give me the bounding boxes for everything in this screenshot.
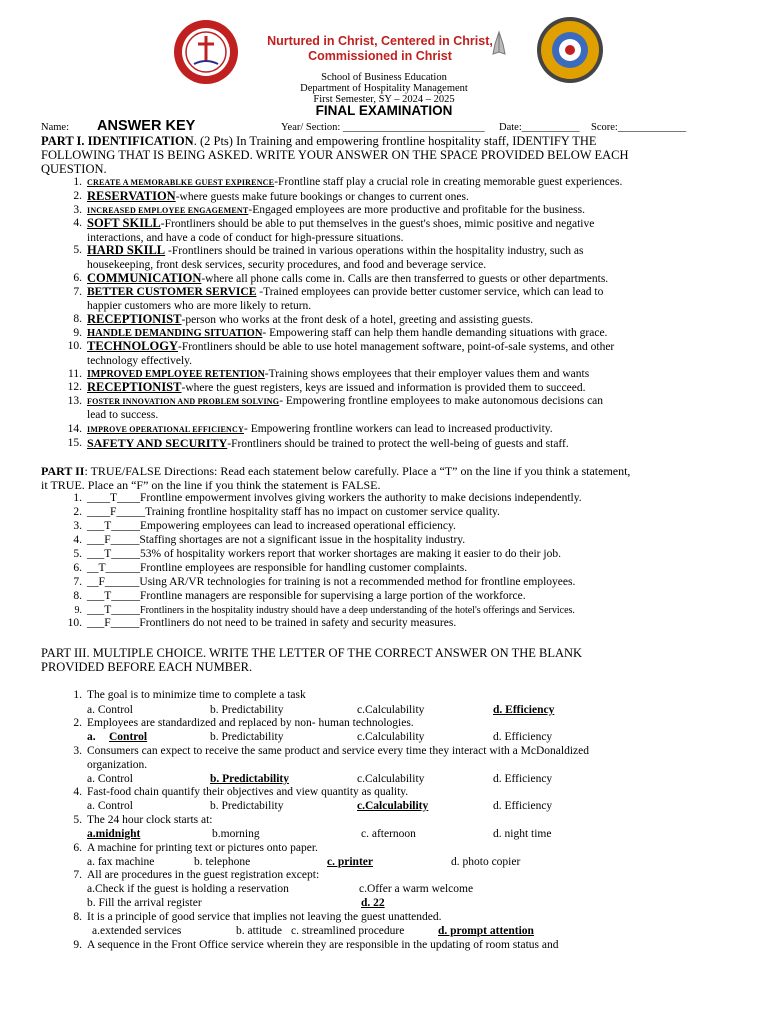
question-text: The goal is to minimize time to complete a task bbox=[87, 689, 306, 701]
item-text: -where guests make future bookings or changes to current ones. bbox=[175, 191, 469, 203]
item-text: Frontliners in the hospitality industry should have a deep understanding of the hotel's offerings and Services. bbox=[140, 605, 575, 616]
option-c: c. streamlined procedure bbox=[291, 925, 405, 937]
item-number: 8. bbox=[73, 911, 82, 923]
praying-hands-icon bbox=[484, 28, 514, 58]
department-name: Department of Hospitality Management bbox=[300, 83, 468, 94]
answer: BETTER CUSTOMER SERVICE bbox=[87, 286, 257, 298]
item-text: -Frontliners should be able to put themselves in the guest's shoes, mimic positive and negative bbox=[160, 218, 595, 230]
item-number: 6. bbox=[73, 272, 82, 284]
tf-answer: ____F_____ bbox=[87, 506, 146, 518]
item-text: -Frontliners should be trained in various operations within the hospitality industry, such as bbox=[165, 245, 584, 257]
item-text-cont: lead to success. bbox=[87, 408, 159, 421]
item-number: 12. bbox=[67, 381, 82, 393]
item-number: 13. bbox=[67, 395, 82, 407]
item-text: Using AR/VR technologies for training is not a recommended method for frontline employees. bbox=[139, 576, 576, 588]
item-number: 3. bbox=[73, 204, 82, 216]
option-c-answer: c. printer bbox=[327, 856, 373, 868]
item-number: 6. bbox=[73, 562, 82, 574]
part1-instr-1: . (2 Pts) In Training and empowering frontline hospitality staff, IDENTIFY THE bbox=[193, 134, 597, 148]
item-text: -person who works at the front desk of a hotel, greeting and assisting guests. bbox=[181, 314, 534, 326]
option-d-answer: d. 22 bbox=[361, 897, 385, 909]
option-d: d. Efficiency bbox=[493, 773, 553, 785]
question-text: A machine for printing text or pictures onto paper. bbox=[87, 842, 318, 854]
answer: INCREASED EMPLOYEE ENGAGEMENT bbox=[87, 206, 249, 215]
answer: HANDLE DEMANDING SITUATION bbox=[87, 328, 263, 339]
option-c: c.Calculability bbox=[357, 704, 425, 716]
tf-answer: __F______ bbox=[87, 576, 140, 588]
option-c: c. afternoon bbox=[361, 828, 416, 840]
question-text: A sequence in the Front Office service wherein they are responsible in the updating of room status and bbox=[87, 939, 559, 951]
item-text: Training frontline hospitality staff has no impact on customer service quality. bbox=[145, 506, 500, 518]
item-text: -Training shows employees that their employer values them and wants bbox=[264, 368, 590, 380]
option-b: b. attitude bbox=[236, 925, 282, 937]
item-number: 7. bbox=[73, 869, 82, 881]
item-text: - Empowering staff can help them handle demanding situations with grace. bbox=[262, 327, 608, 339]
name-value: ANSWER KEY bbox=[97, 118, 196, 134]
item-text: Frontline managers are responsible for supervising a large portion of the workforce. bbox=[140, 590, 526, 602]
item-text: Staffing shortages are not a significant issue in the hospitality industry. bbox=[139, 534, 466, 546]
option-b-answer: b. Predictability bbox=[210, 773, 290, 785]
item-number: 4. bbox=[73, 786, 82, 798]
answer: SAFETY AND SECURITY bbox=[87, 436, 228, 450]
item-number: 9. bbox=[74, 605, 82, 616]
option-a-letter: a. bbox=[87, 731, 96, 743]
item-number: 4. bbox=[73, 534, 82, 546]
item-number: 11. bbox=[68, 368, 82, 380]
item-text-cont: interactions, and have a code of conduct for high-pressure situations. bbox=[87, 231, 404, 244]
part2-heading: PART II bbox=[41, 464, 85, 478]
item-number: 5. bbox=[73, 814, 82, 826]
item-text: -where the guest registers, keys are issued and information is provided them to succeed. bbox=[181, 382, 586, 394]
name-label: Name: bbox=[41, 122, 69, 133]
answer: HARD SKILL bbox=[87, 243, 166, 257]
year-section-label: Year/ Section: ___________________________ bbox=[281, 122, 485, 133]
question-text: The 24 hour clock starts at: bbox=[87, 814, 213, 826]
option-a: a. fax machine bbox=[87, 856, 155, 868]
part3-instr-1: PART III. MULTIPLE CHOICE. WRITE THE LETTER OF THE CORRECT ANSWER ON THE BLANK bbox=[41, 646, 583, 660]
motto-line-1: Nurtured in Christ, Centered in Christ, bbox=[267, 34, 493, 48]
item-text: 53% of hospitality workers report that worker shortages are making it easier to do their job. bbox=[140, 548, 561, 560]
option-a-answer: a.midnight bbox=[87, 828, 141, 840]
part2-instr-1: : TRUE/FALSE Directions: Read each statement below carefully. Place a “T” on the line if you think a statement, bbox=[84, 464, 631, 478]
answer: IMPROVE OPERATIONAL EFFICIENCY bbox=[87, 425, 244, 434]
semester: First Semester, SY – 2024 – 2025 bbox=[313, 94, 455, 105]
option-a: a. Control bbox=[87, 773, 133, 785]
item-number: 5. bbox=[73, 244, 82, 256]
item-text: -Engaged employees are more productive and profitable for the business. bbox=[248, 204, 585, 216]
option-d: d. Efficiency bbox=[493, 731, 553, 743]
item-number: 10. bbox=[67, 617, 82, 629]
item-text: -Trained employees can provide better customer service, which can lead to bbox=[256, 286, 604, 298]
part3-instr-2: PROVIDED BEFORE EACH NUMBER. bbox=[41, 660, 253, 674]
score-label: Score:_____________ bbox=[591, 122, 687, 133]
item-number: 1. bbox=[73, 492, 82, 504]
answer: RECEPTIONIST bbox=[87, 312, 182, 326]
option-b: b. Predictability bbox=[210, 704, 284, 716]
option-d-answer: d. prompt attention bbox=[438, 925, 534, 937]
question-text: It is a principle of good service that implies not leaving the guest unattended. bbox=[87, 911, 442, 923]
item-text: -Frontliners should be trained to protect the well-being of guests and staff. bbox=[227, 438, 569, 450]
tf-answer: ___T_____ bbox=[87, 590, 141, 602]
option-d: d. night time bbox=[493, 828, 552, 840]
tf-answer: ____T____ bbox=[87, 492, 141, 504]
answer: RECEPTIONIST bbox=[87, 380, 182, 394]
tf-answer: ___F_____ bbox=[87, 534, 140, 546]
option-a-answer: Control bbox=[109, 731, 148, 743]
question-text-cont: organization. bbox=[87, 758, 148, 771]
part1-instructions bbox=[41, 134, 731, 176]
option-c: c.Calculability bbox=[357, 773, 425, 785]
item-text: Frontline employees are responsible for handling customer complaints. bbox=[140, 562, 468, 574]
date-label: Date:___________ bbox=[499, 122, 580, 133]
tf-answer: ___T_____ bbox=[87, 548, 141, 560]
item-number: 8. bbox=[73, 313, 82, 325]
item-number: 9. bbox=[73, 939, 82, 951]
item-number: 15. bbox=[67, 437, 82, 449]
part2-instructions bbox=[41, 464, 731, 492]
item-number: 1. bbox=[73, 176, 82, 188]
answer: SOFT SKILL bbox=[87, 216, 161, 230]
item-number: 3. bbox=[73, 745, 82, 757]
question-text: Employees are standardized and replaced by non- human technologies. bbox=[87, 717, 414, 729]
answer: TECHNOLOGY bbox=[87, 339, 178, 353]
tf-answer: __T______ bbox=[87, 562, 141, 574]
option-c-answer: c.Calculability bbox=[357, 800, 429, 812]
part1-instr-2: FOLLOWING THAT IS BEING ASKED. WRITE YOUR ANSWER ON THE SPACE PROVIDED BELOW EACH bbox=[41, 148, 629, 162]
item-text: -where all phone calls come in. Calls are then transferred to guests or other departments. bbox=[201, 273, 609, 285]
item-number: 2. bbox=[73, 506, 82, 518]
option-b: b. Fill the arrival register bbox=[87, 897, 202, 909]
option-a: a. Control bbox=[87, 800, 133, 812]
item-text: -Frontliners should be able to use hotel management software, point-of-sale systems, and other bbox=[178, 341, 615, 353]
option-a: a. Control bbox=[87, 704, 133, 716]
part3-instructions bbox=[41, 646, 731, 674]
item-text: Frontliners do not need to be trained in safety and security measures. bbox=[139, 617, 457, 629]
item-number: 1. bbox=[73, 689, 82, 701]
item-number: 8. bbox=[73, 590, 82, 602]
answer: FOSTER INNOVATION AND PROBLEM SOLVING bbox=[87, 397, 280, 406]
question-text: Consumers can expect to receive the same product and service every time they interact with a McDonaldized bbox=[87, 745, 589, 757]
item-number: 2. bbox=[73, 190, 82, 202]
item-number: 7. bbox=[73, 286, 82, 298]
option-c: c.Offer a warm welcome bbox=[359, 883, 474, 895]
exam-title: FINAL EXAMINATION bbox=[315, 103, 453, 118]
item-number: 7. bbox=[73, 576, 82, 588]
item-number: 5. bbox=[73, 548, 82, 560]
part1-instr-3: QUESTION. bbox=[41, 162, 107, 176]
motto-line-2: Commissioned in Christ bbox=[308, 49, 452, 63]
option-d-answer: d. Efficiency bbox=[493, 704, 555, 716]
school-name: School of Business Education bbox=[321, 72, 447, 83]
part1-heading: PART I. IDENTIFICATION bbox=[41, 134, 194, 148]
item-text: - Empowering frontline workers can lead to increased productivity. bbox=[243, 423, 553, 435]
tf-answer: ___F_____ bbox=[87, 617, 140, 629]
item-number: 2. bbox=[73, 717, 82, 729]
item-text-cont: happier customers who are more likely to return. bbox=[87, 299, 312, 312]
item-number: 3. bbox=[73, 520, 82, 532]
option-b: b. Predictability bbox=[210, 800, 284, 812]
item-text: Frontline empowerment involves giving workers the authority to make decisions independently. bbox=[140, 492, 582, 504]
tf-answer: ___T_____ bbox=[87, 520, 141, 532]
item-text: -Frontline staff play a crucial role in creating memorable guest experiences. bbox=[274, 176, 623, 188]
question-text: All are procedures in the guest registration except: bbox=[87, 869, 320, 881]
option-b: b. telephone bbox=[194, 856, 251, 868]
answer: RESERVATION bbox=[87, 189, 176, 203]
option-a: a.Check if the guest is holding a reservation bbox=[87, 883, 289, 895]
item-number: 6. bbox=[73, 842, 82, 854]
item-text: Empowering employees can lead to increased operational efficiency. bbox=[140, 520, 456, 532]
option-d: d. photo copier bbox=[451, 856, 521, 868]
option-a: a.extended services bbox=[92, 925, 182, 937]
option-d: d. Efficiency bbox=[493, 800, 553, 812]
school-motto bbox=[240, 34, 520, 64]
item-number: 4. bbox=[73, 217, 82, 229]
item-number: 10. bbox=[67, 340, 82, 352]
option-c: c.Calculability bbox=[357, 731, 425, 743]
question-text: Fast-food chain quantify their objectives and view quantity as quality. bbox=[87, 786, 409, 798]
item-number: 14. bbox=[67, 423, 82, 435]
answer: IMPROVED EMPLOYEE RETENTION bbox=[87, 369, 265, 380]
item-text-cont: technology effectively. bbox=[87, 354, 193, 367]
option-b: b.morning bbox=[212, 828, 260, 840]
item-number: 9. bbox=[73, 327, 82, 339]
answer: CREATE A MEMORABLKE GUEST EXPIRENCE bbox=[87, 178, 275, 187]
tf-answer: ___T_____ bbox=[87, 604, 141, 616]
part2-instr-2: it TRUE. Place an “F” on the line if you think the statement is FALSE. bbox=[41, 478, 381, 492]
item-text-cont: housekeeping, front desk services, security procedures, and food and beverage service. bbox=[87, 258, 487, 271]
item-text: - Empowering frontline employees to make autonomous decisions can bbox=[279, 395, 604, 407]
option-b: b. Predictability bbox=[210, 731, 284, 743]
answer: COMMUNICATION bbox=[87, 271, 202, 285]
